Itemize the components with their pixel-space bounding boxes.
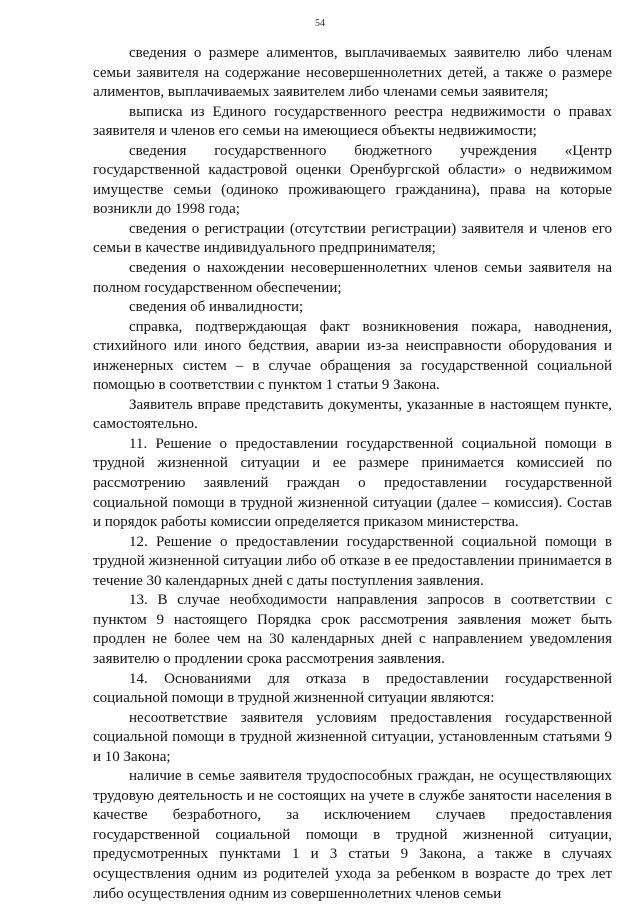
page-number: 54 bbox=[315, 18, 325, 29]
paragraph: сведения о размере алиментов, выплачиваемых заявителю либо членам семьи заявителя на содержание несовершеннолетних детей, а также о размере алиментов, выплачиваемых заявителем либо членами семьи заявителя; bbox=[93, 45, 612, 101]
paragraph: сведения о регистрации (отсутствии регистрации) заявителя и членов его семьи в качестве индивидуального предпринимателя; bbox=[93, 220, 612, 257]
paragraph: 12. Решение о предоставлении государственной социальной помощи в трудной жизненной ситуации либо об отказе в ее предоставлении принимается в течение 30 календарных дней с даты поступления заявления. bbox=[93, 533, 612, 589]
document-body bbox=[93, 44, 612, 904]
paragraph: 13. В случае необходимости направления запросов в соответствии с пунктом 9 настоящего Порядка срок рассмотрения заявления может быть продлен не более чем на 30 календарных дней с направлением уведомления заявителю о продлении срока рассмотрения заявления. bbox=[93, 592, 612, 667]
paragraph: 11. Решение о предоставлении государственной социальной помощи в трудной жизненной ситуации и ее размере принимается комиссией по рассмотрению заявлений граждан о предоставлении государственной социальной помощи в трудной жизненной ситуации (далее – комиссия). Состав и порядок работы комиссии определяется приказом министерства. bbox=[93, 435, 612, 531]
paragraph: сведения об инвалидности; bbox=[129, 299, 304, 316]
paragraph: Заявитель вправе представить документы, указанные в настоящем пункте, самостоятельно. bbox=[93, 396, 612, 433]
paragraph: справка, подтверждающая факт возникновения пожара, наводнения, стихийного или иного бедствия, аварии из-за неисправности оборудования и инженерных систем – в случае обращения за государственной социальной помощью в соответствии с пунктом 1 статьи 9 Закона. bbox=[93, 318, 612, 394]
paragraph: сведения о нахождении несовершеннолетних членов семьи заявителя на полном государственном обеспечении; bbox=[93, 260, 612, 296]
paragraph: выписка из Единого государственного реестра недвижимости о правах заявителя и членов его семьи на имеющиеся объекты недвижимости; bbox=[93, 103, 612, 140]
paragraph: 14. Основаниями для отказа в предоставлении государственной социальной помощи в трудной жизненной ситуации являются: bbox=[93, 670, 612, 707]
paragraph: сведения государственного бюджетного учреждения «Центр государственной кадастровой оценки Оренбургской области» о недвижимом имуществе семьи (одиноко проживающего гражданина), права на которые возникли до 1998 года; bbox=[93, 142, 612, 218]
paragraph: несоответствие заявителя условиям предоставления государственной социальной помощи в трудной жизненной ситуации, установленным статьями 9 и 10 Закона; bbox=[93, 709, 612, 765]
paragraph: наличие в семье заявителя трудоспособных граждан, не осуществляющих трудовую деятельность и не состоящих на учете в службе занятости населения в качестве безработного, за исключением случаев предоставления государственной социальной помощи в трудной жизненной ситуации, предусмотренных пунктами 1 и 3 статьи 9 Закона, а также в случаях осуществления одним из родителей ухода за ребенком в возрасте до трех лет либо осуществления одним из совершеннолетних членов семьи bbox=[93, 768, 612, 902]
